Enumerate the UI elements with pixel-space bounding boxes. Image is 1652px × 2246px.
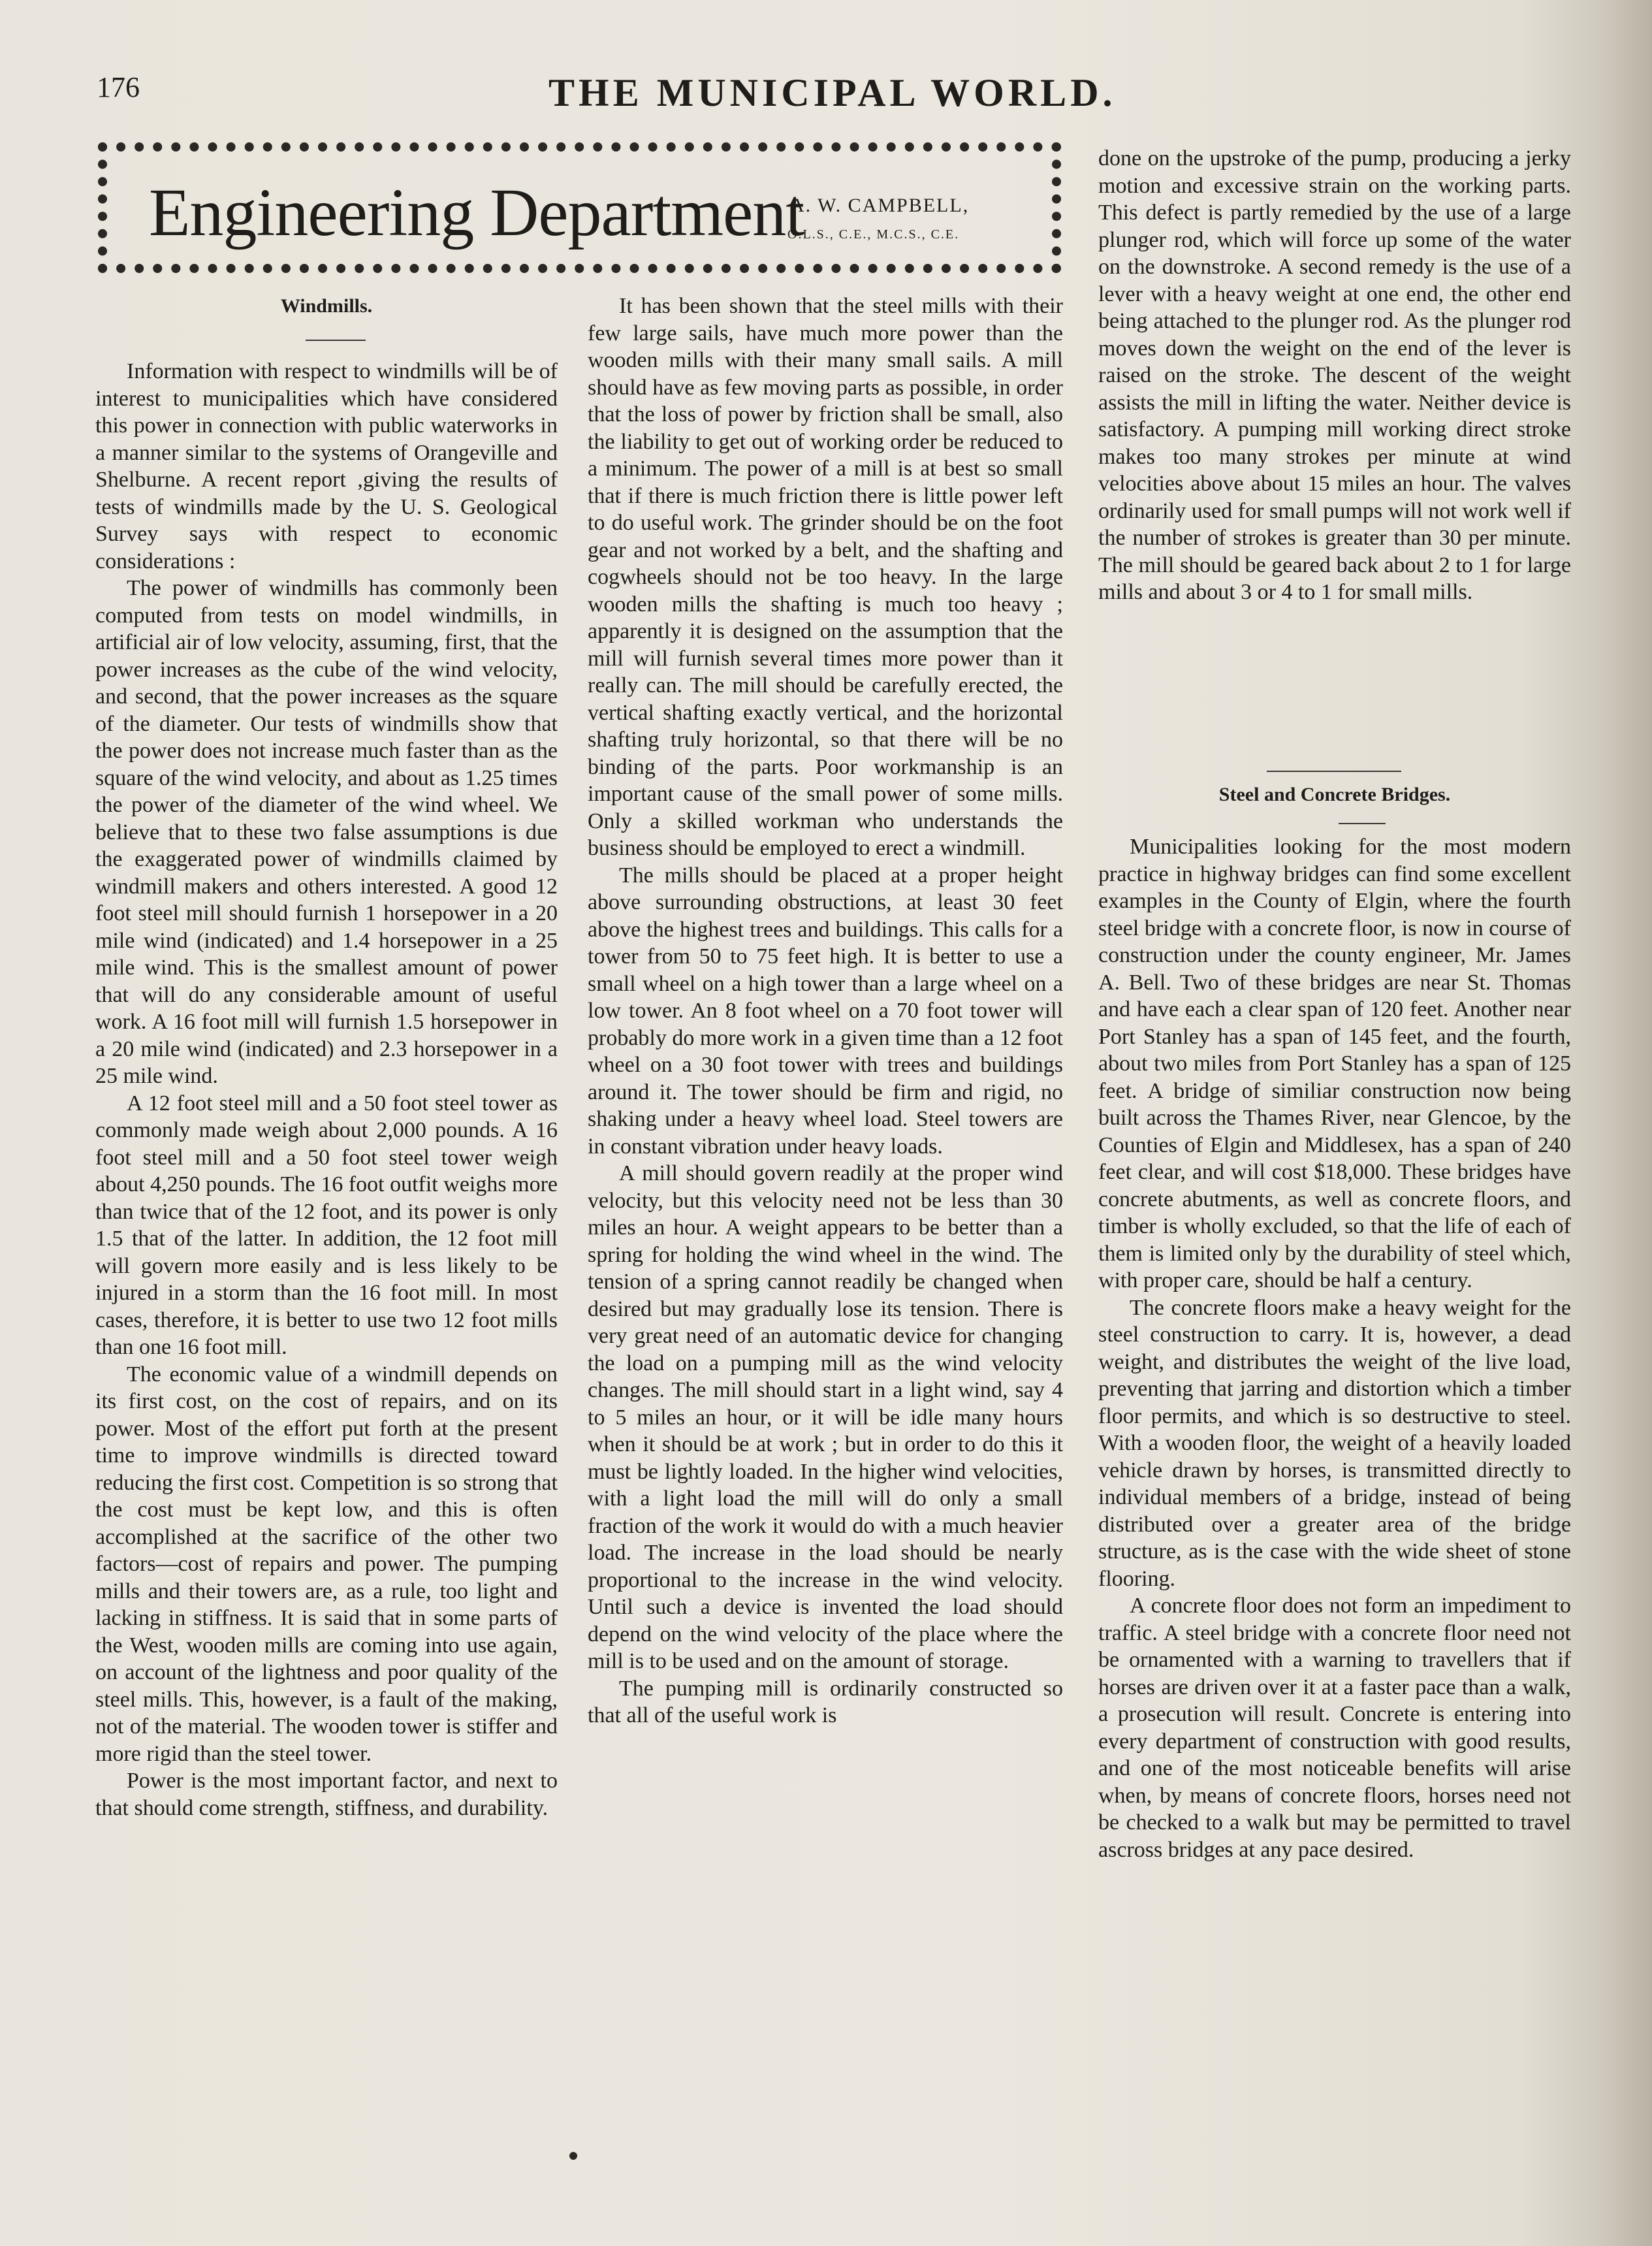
running-head: THE MUNICIPAL WORLD. xyxy=(548,71,1117,114)
heading-text: Steel and Concrete Bridges. xyxy=(1218,784,1451,805)
heading-rule xyxy=(306,340,366,341)
paragraph: It has been shown that the steel mills with their few large sails, have much more power than the wooden mills with their many small sails. A mill should have as few moving parts as possible, in order that the loss of power by friction shall be small, also the liability to get out of working order be reduced to a minimum. The power of a mill is at best so small that if there is much friction there is little power left to do useful work. The grinder should be on the foot gear and not worked by a belt, and the shafting and cogwheels should not be too heavy. In the large wooden mills the shafting is much too heavy ; apparently it is designed on the assumption that the mill will furnish several times more power than it really can. The mill should be carefully erected, the vertical shafting exactly vertical, and the horizontal shafting truly horizontal, so that there will be no binding of the parts. Poor workmanship is an important cause of the small power of some mills. Only a skilled workman who understands the business should be employed to erect a windmill. xyxy=(588,294,1063,860)
department-title: Engineering Department xyxy=(149,175,804,250)
paragraph: Information with respect to windmills will be of interest to municipalities which have considered this power in connection with public waterworks in a manner similar to the systems of Orangeville and Shelburne. A recent report ,giving the results of tests of windmills made by the U. S. Geological Survey says with respect to economic considerations : xyxy=(95,359,558,573)
column-2 xyxy=(588,293,1063,1729)
section-divider-rule xyxy=(1267,771,1401,772)
section-heading-windmills xyxy=(95,295,558,317)
column-3 xyxy=(1098,145,1571,606)
heading-text: Windmills. xyxy=(280,295,373,317)
page-number: 176 xyxy=(97,71,140,103)
author-credentials: O.L.S., C.E., M.C.S., C.E. xyxy=(787,227,960,242)
paragraph: A 12 foot steel mill and a 50 foot steel tower as commonly made weigh about 2,000 pounds. A 16 foot steel mill and a 50 foot steel tower weigh about 4,250 pounds. The 16 foot outfit weighs more than twice that of the 12 foot, and its power is only 1.5 that of the latter. In addition, the 12 foot mill will govern more easily and is less likely to be injured in a storm than the 16 foot mill. In most cases, therefore, it is better to use two 12 foot mills than one 16 foot mill. xyxy=(95,1091,558,1359)
paragraph: A mill should govern readily at the proper wind velocity, but this velocity need not be less than 30 miles an hour. A weight appears to be better than a spring for holding the wind wheel in the wind. The tension of a spring cannot readily be changed when desired but may gradually lose its tension. There is very great need of an automatic device for changing the load on a pumping mill as the wind velocity changes. The mill should start in a light wind, say 4 to 5 miles an hour, or it will be idle many hours when it should be at work ; but in order to do this it must be lightly loaded. In the higher wind velocities, with a light load the mill will do only a small fraction of the work it would do with a much heavier load. The increase in the load should be nearly proportional to the increase in the wind velocity. Until such a device is invented the load should depend on the wind velocity of the place where the mill is to be used and on the amount of storage. xyxy=(588,1161,1063,1673)
paragraph: The economic value of a windmill depends on its first cost, on the cost of repairs, and on its power. Most of the effort put forth at the present time to improve windmills is directed toward reducing the first cost. Competition is so strong that the cost must be kept low, and this is often accomplished at the sacrifice of the other two factors—cost of repairs and power. The pumping mills and their towers are, as a rule, too light and lacking in stiffness. It is said that in some parts of the West, wooden mills are coming into use again, on account of the lightness and poor quality of the steel mills. This, however, is a fault of the making, not of the material. The wooden tower is stiffer and more rigid than the steel tower. xyxy=(95,1362,558,1766)
paragraph: The concrete floors make a heavy weight for the steel construction to carry. It is, however, a dead weight, and distributes the weight of the live load, preventing that jarring and distortion which a timber floor permits, and which is so destructive to steel. With a wooden floor, the weight of a heavily loaded vehicle drawn by horses, is transmitted directly to individual members of a bridge, instead of being distributed over a greater area of the bridge structure, as is the case with the wide sheet of stone flooring. xyxy=(1098,1295,1571,1591)
paragraph: Municipalities looking for the most modern practice in highway bridges can find some excellent examples in the County of Elgin, where the fourth steel bridge with a concrete floor, is now in course of construction under the county engineer, Mr. James A. Bell. Two of these bridges are near St. Thomas and have each a clear span of 120 feet. Another near Port Stanley has a span of 145 feet, and the fourth, about two miles from Port Stanley has a span of 125 feet. A bridge of similiar construction now being built across the Thames River, near Glencoe, by the Counties of Elgin and Middlesex, has a span of 240 feet clear, and will cost $18,000. These bridges have concrete abutments, as well as concrete floors, and timber is wholly excluded, so that the life of each of them is limited only by the durability of steel which, with proper care, should be half a century. xyxy=(1098,835,1571,1292)
department-author: A. W. CAMPBELL, xyxy=(790,195,970,216)
heading-rule xyxy=(1339,823,1386,824)
column-3-bridges xyxy=(1098,833,1571,1863)
ink-speck xyxy=(569,2152,577,2160)
section-heading-bridges xyxy=(1098,784,1571,806)
paragraph: The mills should be placed at a proper height above surrounding obstructions, at least 30 feet above the highest trees and buildings. This calls for a tower from 50 to 75 feet high. It is better to use a small wheel on a high tower than a large wheel on a low tower. An 8 foot wheel on a 70 foot tower will probably do more work in a given time than a 12 foot wheel on a 30 foot tower with trees and buildings around it. The tower should be firm and rigid, no shaking under a heavy wheel load. Steel towers are in constant vibration under heavy loads. xyxy=(588,863,1063,1159)
column-1 xyxy=(95,358,558,1821)
department-banner xyxy=(98,142,1061,273)
paragraph: The power of windmills has commonly been computed from tests on model windmills, in artificial air of low velocity, assuming, first, that the power increases as the cube of the wind velocity, and second, that the power increases as the square of the diameter. Our tests of windmills show that the power does not increase much faster than as the square of the wind velocity, and about as 1.25 times the power of the diameter of the wind wheel. We believe that to these two false assumptions is due the exaggerated power of windmills claimed by windmill makers and others interested. A good 12 foot steel mill should furnish 1 horsepower in a 20 mile wind (indicated) and 1.4 horsepower in a 25 mile wind. This is the smallest amount of power that will do any considerable amount of useful work. A 16 foot mill will furnish 1.5 horsepower in a 20 mile wind (indicated) and 2.3 horsepower in a 25 mile wind. xyxy=(95,576,558,1088)
paragraph: The pumping mill is ordinarily constructed so that all of the useful work is xyxy=(588,1676,1063,1727)
paragraph: A concrete floor does not form an impediment to traffic. A steel bridge with a concrete floor need not be ornamented with a warning to travellers that if horses are driven over it at a faster pace than a walk, a prosecution will result. Concrete is entering into every department of construction with good results, and one of the most noticeable benefits will arise when, by means of concrete floors, horses need not be checked to a walk but may be permitted to travel ascross bridges at any pace desired. xyxy=(1098,1594,1571,1862)
paragraph: done on the upstroke of the pump, producing a jerky motion and excessive strain on the working parts. This defect is partly remedied by the use of a large plunger rod, which will force up some of the water on the downstroke. A second remedy is the use of a lever with a heavy weight at one end, the other end being attached to the plunger rod. As the plunger rod moves down the weight on the end of the lever is raised on the stroke. The descent of the weight assists the mill in lifting the water. Neither device is satisfactory. A pumping mill working direct stroke makes too many strokes per minute at wind velocities above about 15 miles an hour. The valves ordinarily used for small pumps will not work well if the number of strokes is greater than 30 per minute. The mill should be geared back about 2 to 1 for large mills and about 3 or 4 to 1 for small mills. xyxy=(1098,146,1571,604)
paragraph: Power is the most important factor, and next to that should come strength, stiffness, and durability. xyxy=(95,1769,558,1820)
